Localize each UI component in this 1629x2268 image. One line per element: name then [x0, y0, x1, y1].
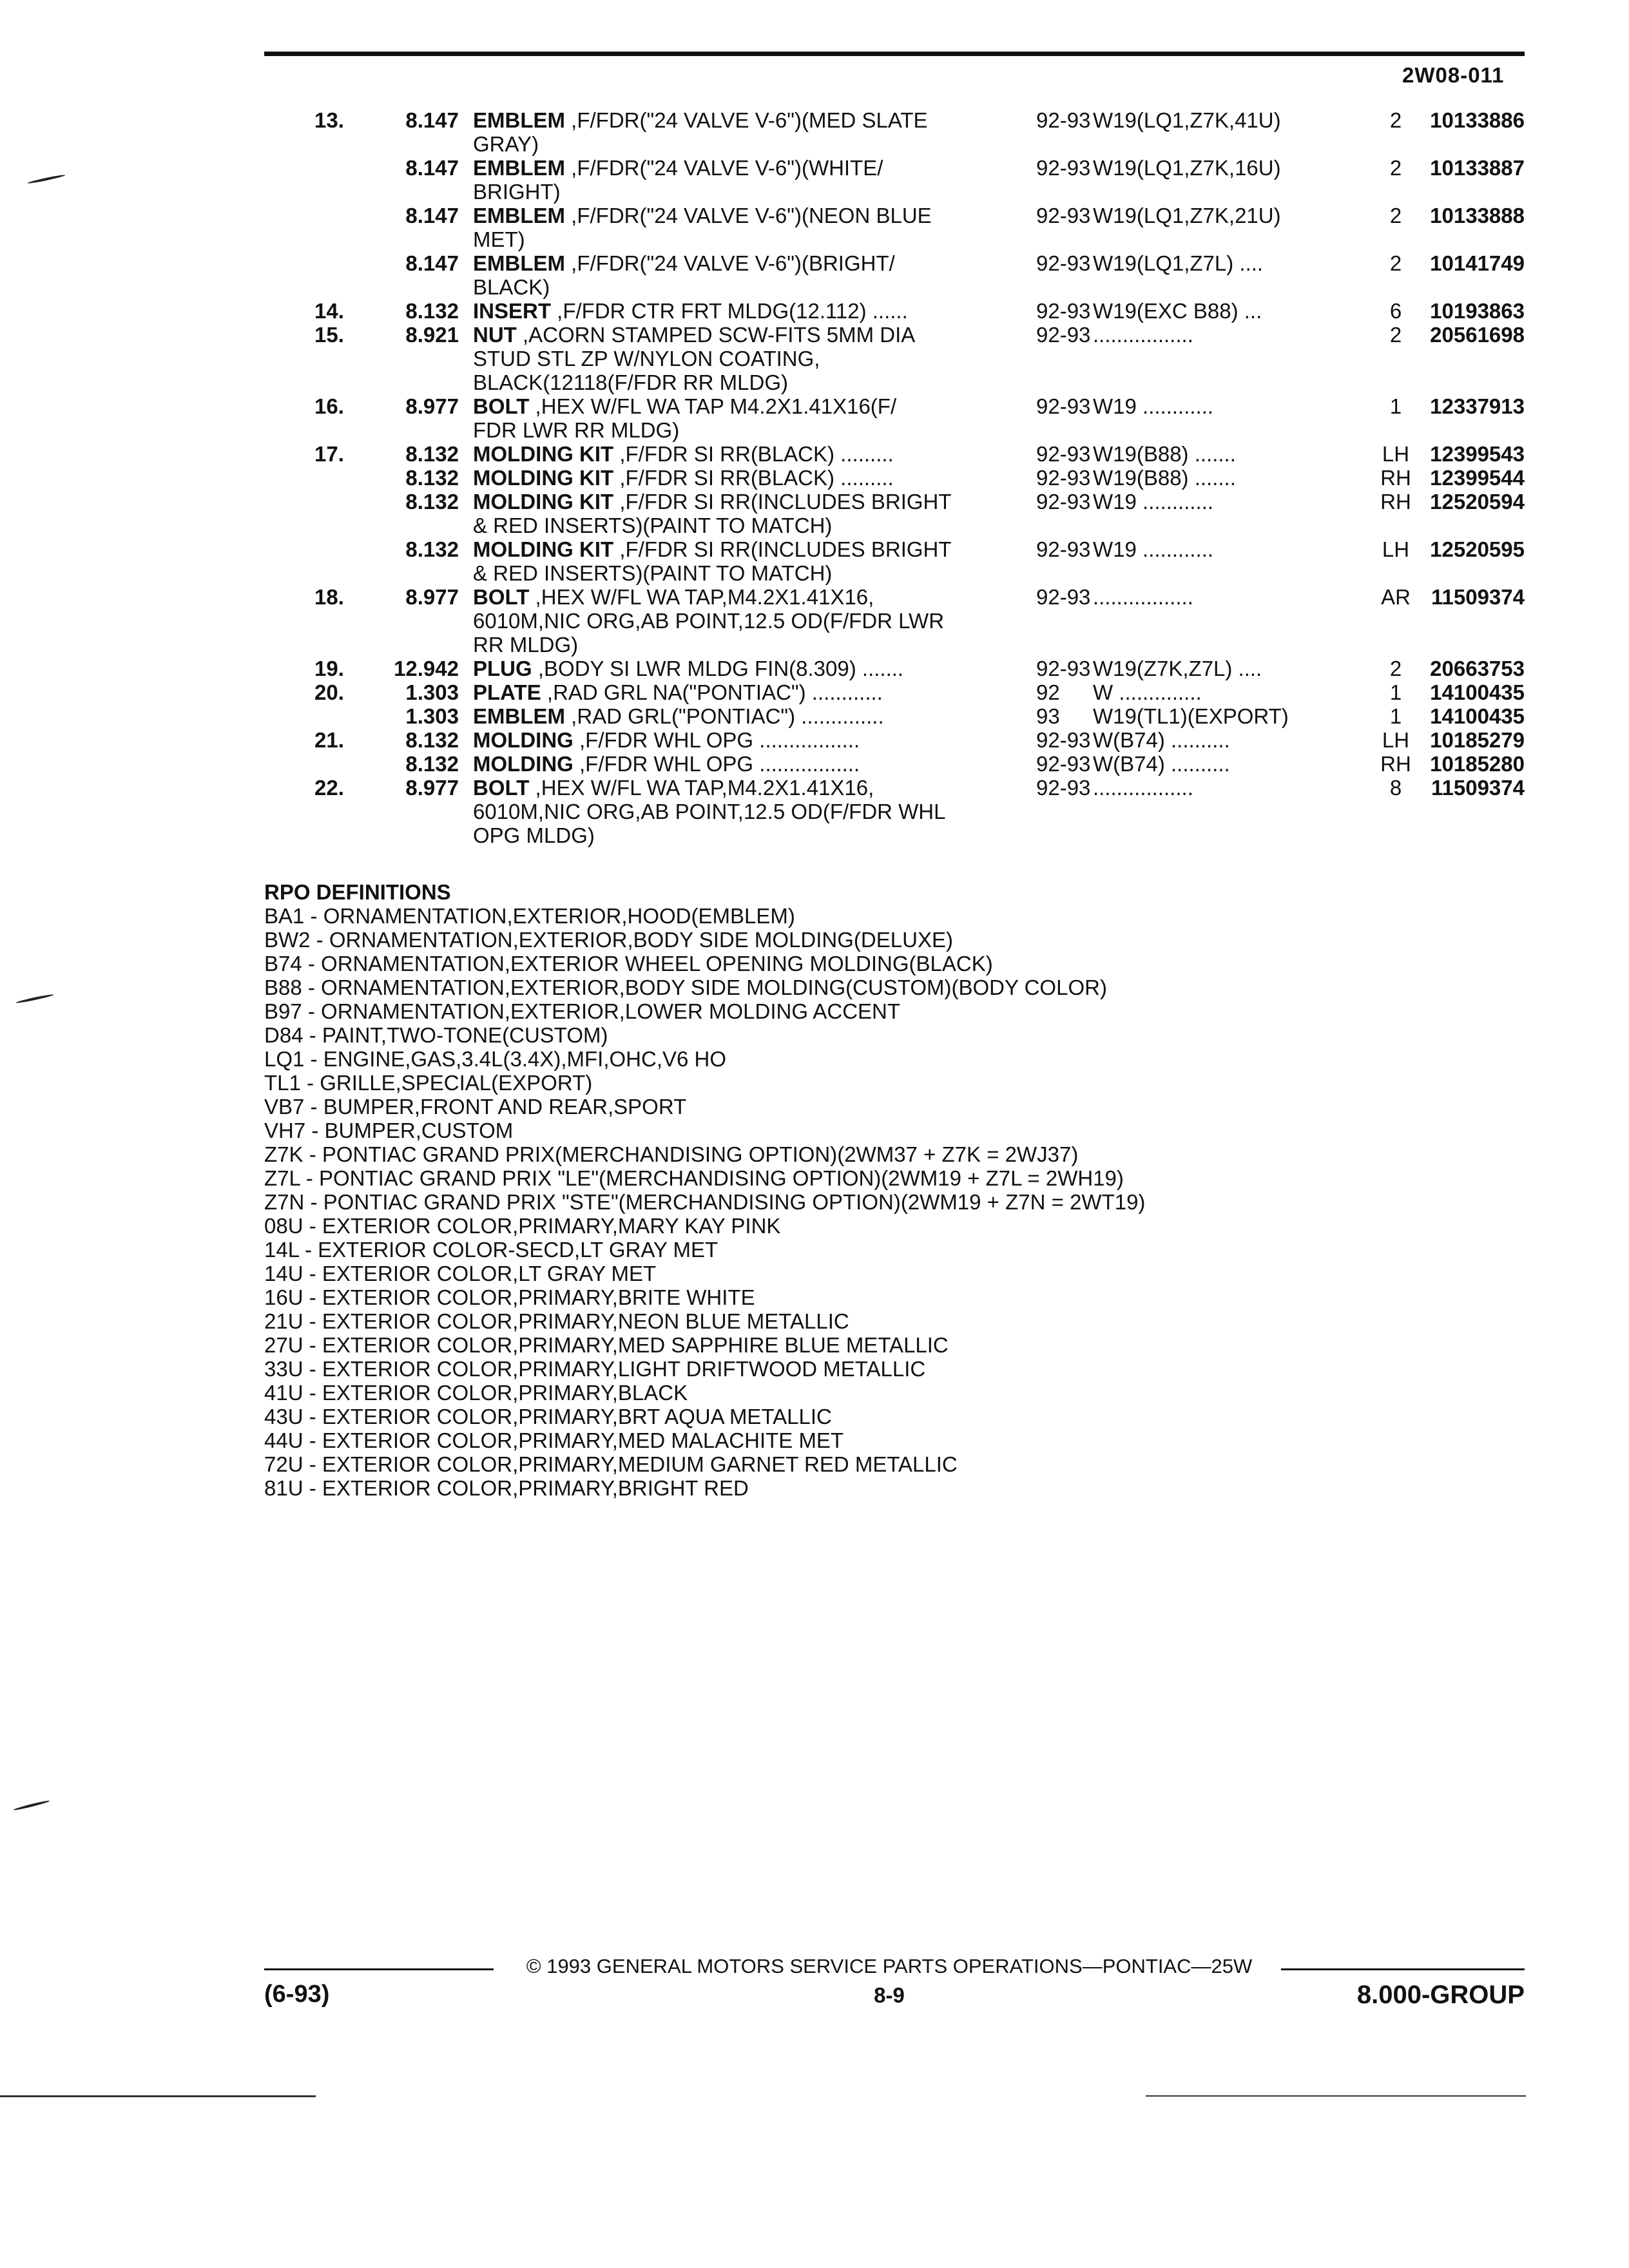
- part-row: [264, 752, 1525, 776]
- rpo-item: 08U - EXTERIOR COLOR,PRIMARY,MARY KAY PINK: [264, 1214, 781, 1238]
- copyright-notice: © 1993 GENERAL MOTORS SERVICE PARTS OPERATIONS—PONTIAC—25W: [526, 1955, 1253, 1977]
- scan-line: [0, 2095, 316, 2097]
- item-number: 15.: [314, 323, 344, 347]
- part-number: 10133886: [1430, 108, 1525, 132]
- part-detail: ,F/FDR SI RR(INCLUDES BRIGHT & RED INSERTS)(PAINT TO MATCH): [473, 490, 952, 537]
- part-name: BOLT: [473, 585, 530, 609]
- part-row: [264, 251, 1525, 299]
- part-row: [264, 394, 1525, 442]
- quantity: 2: [1389, 251, 1402, 275]
- figure-ref: 8.977: [405, 776, 459, 800]
- model-years: 92-93: [1036, 776, 1091, 800]
- part-row: [264, 442, 1525, 466]
- part-name: MOLDING KIT: [473, 537, 614, 561]
- item-number: 19.: [314, 657, 344, 680]
- model-years: 92-93: [1036, 490, 1091, 514]
- quantity: LH: [1382, 728, 1410, 752]
- figure-ref: 8.132: [405, 442, 459, 466]
- part-number: 10133888: [1430, 204, 1525, 227]
- part-detail: ,F/FDR SI RR(INCLUDES BRIGHT & RED INSERTS)(PAINT TO MATCH): [473, 537, 952, 585]
- part-detail: ,F/FDR SI RR(BLACK) .........: [613, 442, 894, 466]
- part-number: 12399543: [1430, 442, 1525, 466]
- part-description: [473, 442, 1003, 466]
- scan-line: [1146, 2095, 1526, 2097]
- part-detail: ,HEX W/FL WA TAP,M4.2X1.41X16, 6010M,NIC ORG,AB POINT,12.5 OD(F/FDR WHL OPG MLDG): [473, 776, 946, 847]
- usage: W19(LQ1,Z7L) ....: [1093, 251, 1264, 275]
- part-number: 10185280: [1430, 752, 1525, 776]
- part-detail: ,F/FDR("24 VALVE V-6")(NEON BLUE MET): [473, 204, 932, 251]
- quantity: 8: [1389, 776, 1402, 800]
- rpo-list: [264, 904, 1145, 1500]
- quantity: RH: [1380, 752, 1411, 776]
- usage: W ..............: [1093, 680, 1202, 704]
- quantity: LH: [1382, 442, 1410, 466]
- part-description: [473, 490, 1003, 537]
- part-row: [264, 680, 1525, 704]
- figure-ref: 8.921: [405, 323, 459, 347]
- item-number: 13.: [314, 108, 344, 132]
- rpo-definitions: [264, 880, 1145, 1500]
- usage: W19(B88) .......: [1093, 442, 1236, 466]
- rpo-item: 21U - EXTERIOR COLOR,PRIMARY,NEON BLUE METALLIC: [264, 1309, 849, 1333]
- quantity: 1: [1389, 704, 1402, 728]
- part-description: [473, 537, 1003, 585]
- figure-ref: 12.942: [394, 657, 459, 680]
- part-description: [473, 752, 1003, 776]
- figure-ref: 8.132: [405, 537, 459, 561]
- part-row: [264, 776, 1525, 847]
- model-years: 92-93: [1036, 251, 1091, 275]
- quantity: 2: [1389, 204, 1402, 227]
- rpo-item: Z7N - PONTIAC GRAND PRIX "STE"(MERCHANDISING OPTION)(2WM19 + Z7N = 2WT19): [264, 1190, 1146, 1214]
- part-number: 11509374: [1431, 585, 1525, 609]
- part-detail: ,HEX W/FL WA TAP M4.2X1.41X16(F/ FDR LWR RR MLDG): [473, 394, 897, 442]
- model-years: 92-93: [1036, 728, 1091, 752]
- part-name: BOLT: [473, 394, 530, 418]
- part-detail: ,BODY SI LWR MLDG FIN(8.309) .......: [532, 657, 904, 680]
- rpo-item: 44U - EXTERIOR COLOR,PRIMARY,MED MALACHITE MET: [264, 1428, 844, 1452]
- figure-ref: 8.977: [405, 394, 459, 418]
- part-row: [264, 204, 1525, 251]
- top-rule: [264, 52, 1525, 56]
- part-number: 12520594: [1430, 490, 1525, 514]
- part-number: 10193863: [1430, 299, 1525, 323]
- rpo-item: 16U - EXTERIOR COLOR,PRIMARY,BRITE WHITE: [264, 1285, 755, 1309]
- rpo-item: B74 - ORNAMENTATION,EXTERIOR WHEEL OPENING MOLDING(BLACK): [264, 952, 993, 975]
- usage: .................: [1093, 323, 1193, 347]
- part-description: [473, 585, 1003, 657]
- part-name: PLATE: [473, 680, 541, 704]
- figure-ref: 8.977: [405, 585, 459, 609]
- part-name: MOLDING: [473, 752, 574, 776]
- part-number: 11509374: [1431, 776, 1525, 800]
- usage: .................: [1093, 776, 1193, 800]
- part-row: [264, 657, 1525, 680]
- model-years: 92-93: [1036, 394, 1091, 418]
- part-description: [473, 323, 1003, 394]
- part-description: [473, 299, 1003, 323]
- usage: W19(B88) .......: [1093, 466, 1236, 490]
- group-code: 8.000-GROUP: [1356, 1981, 1525, 2009]
- part-name: MOLDING: [473, 728, 574, 752]
- rpo-item: TL1 - GRILLE,SPECIAL(EXPORT): [264, 1071, 593, 1095]
- part-name: EMBLEM: [473, 156, 565, 180]
- part-name: PLUG: [473, 657, 532, 680]
- rpo-item: 14U - EXTERIOR COLOR,LT GRAY MET: [264, 1262, 657, 1285]
- usage: W19(LQ1,Z7K,41U): [1093, 108, 1281, 132]
- part-description: [473, 680, 1003, 704]
- rpo-item: 14L - EXTERIOR COLOR-SECD,LT GRAY MET: [264, 1238, 718, 1262]
- scan-mark: [15, 994, 54, 1004]
- footer-rule-left: [264, 1968, 494, 1970]
- quantity: RH: [1380, 490, 1411, 514]
- rpo-item: Z7L - PONTIAC GRAND PRIX "LE"(MERCHANDISING OPTION)(2WM19 + Z7L = 2WH19): [264, 1166, 1124, 1190]
- rpo-item: 41U - EXTERIOR COLOR,PRIMARY,BLACK: [264, 1381, 688, 1405]
- rpo-item: B88 - ORNAMENTATION,EXTERIOR,BODY SIDE MOLDING(CUSTOM)(BODY COLOR): [264, 975, 1107, 999]
- usage: W(B74) ..........: [1093, 728, 1230, 752]
- part-number: 10185279: [1430, 728, 1525, 752]
- part-description: [473, 156, 1003, 204]
- part-description: [473, 466, 1003, 490]
- page-number: 8-9: [874, 1983, 905, 2007]
- quantity: LH: [1382, 537, 1410, 561]
- model-years: 92-93: [1036, 466, 1091, 490]
- figure-ref: 8.132: [405, 490, 459, 514]
- usage: W19 ............: [1093, 394, 1214, 418]
- quantity: 1: [1389, 680, 1402, 704]
- model-years: 93: [1036, 704, 1060, 728]
- item-number: 14.: [314, 299, 344, 323]
- figure-ref: 8.132: [405, 299, 459, 323]
- model-years: 92-93: [1036, 323, 1091, 347]
- part-name: EMBLEM: [473, 204, 565, 227]
- model-years: 92-93: [1036, 657, 1091, 680]
- part-detail: ,F/FDR SI RR(BLACK) .........: [613, 466, 894, 490]
- quantity: AR: [1381, 585, 1411, 609]
- model-years: 92-93: [1036, 537, 1091, 561]
- part-description: [473, 108, 1003, 156]
- rpo-item: BW2 - ORNAMENTATION,EXTERIOR,BODY SIDE MOLDING(DELUXE): [264, 928, 953, 952]
- rpo-item: 72U - EXTERIOR COLOR,PRIMARY,MEDIUM GARNET RED METALLIC: [264, 1452, 958, 1476]
- part-description: [473, 728, 1003, 752]
- quantity: 2: [1389, 108, 1402, 132]
- part-row: [264, 299, 1525, 323]
- rpo-item: VB7 - BUMPER,FRONT AND REAR,SPORT: [264, 1095, 687, 1119]
- rpo-item: 27U - EXTERIOR COLOR,PRIMARY,MED SAPPHIRE BLUE METALLIC: [264, 1333, 949, 1357]
- part-detail: ,F/FDR CTR FRT MLDG(12.112) ......: [551, 299, 908, 323]
- part-row: [264, 108, 1525, 156]
- rpo-item: LQ1 - ENGINE,GAS,3.4L(3.4X),MFI,OHC,V6 HO: [264, 1047, 727, 1071]
- page-code: 2W08-011: [1402, 63, 1505, 87]
- item-number: 18.: [314, 585, 344, 609]
- part-name: INSERT: [473, 299, 552, 323]
- part-row: [264, 728, 1525, 752]
- figure-ref: 8.147: [405, 251, 459, 275]
- usage: W19(LQ1,Z7K,21U): [1093, 204, 1281, 227]
- model-years: 92-93: [1036, 442, 1091, 466]
- part-description: [473, 657, 1003, 680]
- part-number: 14100435: [1430, 704, 1525, 728]
- part-description: [473, 394, 1003, 442]
- rpo-item: B97 - ORNAMENTATION,EXTERIOR,LOWER MOLDING ACCENT: [264, 999, 901, 1023]
- quantity: 1: [1389, 394, 1402, 418]
- part-number: 20561698: [1430, 323, 1525, 347]
- part-number: 12399544: [1430, 466, 1525, 490]
- part-name: MOLDING KIT: [473, 466, 614, 490]
- model-years: 92-93: [1036, 204, 1091, 227]
- model-years: 92: [1036, 680, 1060, 704]
- part-detail: ,F/FDR WHL OPG .................: [573, 752, 860, 776]
- quantity: RH: [1380, 466, 1411, 490]
- model-years: 92-93: [1036, 752, 1091, 776]
- rpo-item: VH7 - BUMPER,CUSTOM: [264, 1119, 514, 1142]
- part-number: 20663753: [1430, 657, 1525, 680]
- part-row: [264, 490, 1525, 537]
- part-detail: ,ACORN STAMPED SCW-FITS 5MM DIA STUD STL ZP W/NYLON COATING, BLACK(12118(F/FDR RR MLDG): [473, 323, 916, 394]
- usage: W19(Z7K,Z7L) ....: [1093, 657, 1262, 680]
- date-code: (6-93): [264, 1981, 330, 2008]
- part-row: [264, 466, 1525, 490]
- model-years: 92-93: [1036, 585, 1091, 609]
- item-number: 21.: [314, 728, 344, 752]
- rpo-item: Z7K - PONTIAC GRAND PRIX(MERCHANDISING OPTION)(2WM37 + Z7K = 2WJ37): [264, 1142, 1079, 1166]
- part-description: [473, 251, 1003, 299]
- part-number: 12520595: [1430, 537, 1525, 561]
- model-years: 92-93: [1036, 156, 1091, 180]
- usage: W19 ............: [1093, 490, 1214, 514]
- part-description: [473, 776, 1003, 847]
- part-detail: ,RAD GRL NA("PONTIAC") ............: [541, 680, 883, 704]
- usage: W19 ............: [1093, 537, 1214, 561]
- quantity: 2: [1389, 657, 1402, 680]
- figure-ref: 8.147: [405, 204, 459, 227]
- figure-ref: 8.132: [405, 466, 459, 490]
- rpo-item: 81U - EXTERIOR COLOR,PRIMARY,BRIGHT RED: [264, 1476, 749, 1500]
- part-number: 10141749: [1430, 251, 1525, 275]
- figure-ref: 1.303: [405, 680, 459, 704]
- part-row: [264, 323, 1525, 394]
- item-number: 22.: [314, 776, 344, 800]
- part-number: 14100435: [1430, 680, 1525, 704]
- rpo-item: BA1 - ORNAMENTATION,EXTERIOR,HOOD(EMBLEM): [264, 904, 795, 928]
- quantity: 2: [1389, 156, 1402, 180]
- part-description: [473, 204, 1003, 251]
- usage: .................: [1093, 585, 1193, 609]
- part-name: EMBLEM: [473, 108, 565, 132]
- scan-mark: [27, 174, 66, 184]
- usage: W19(LQ1,Z7K,16U): [1093, 156, 1281, 180]
- model-years: 92-93: [1036, 299, 1091, 323]
- usage: W19(TL1)(EXPORT): [1093, 704, 1289, 728]
- part-row: [264, 585, 1525, 657]
- figure-ref: 8.147: [405, 108, 459, 132]
- part-detail: ,F/FDR WHL OPG .................: [573, 728, 860, 752]
- usage: W19(EXC B88) ...: [1093, 299, 1262, 323]
- rpo-heading: RPO DEFINITIONS: [264, 880, 451, 904]
- part-name: MOLDING KIT: [473, 490, 614, 514]
- part-row: [264, 704, 1525, 728]
- figure-ref: 1.303: [405, 704, 459, 728]
- part-name: EMBLEM: [473, 704, 565, 728]
- footer-rule-right: [1281, 1968, 1525, 1970]
- parts-list: [264, 108, 1525, 847]
- part-name: NUT: [473, 323, 517, 347]
- item-number: 20.: [314, 680, 344, 704]
- quantity: 6: [1389, 299, 1402, 323]
- part-name: EMBLEM: [473, 251, 565, 275]
- part-detail: ,HEX W/FL WA TAP,M4.2X1.41X16, 6010M,NIC ORG,AB POINT,12.5 OD(F/FDR LWR RR MLDG): [473, 585, 945, 657]
- figure-ref: 8.132: [405, 728, 459, 752]
- model-years: 92-93: [1036, 108, 1091, 132]
- part-row: [264, 156, 1525, 204]
- usage: W(B74) ..........: [1093, 752, 1230, 776]
- part-description: [473, 704, 1003, 728]
- part-number: 12337913: [1430, 394, 1525, 418]
- part-number: 10133887: [1430, 156, 1525, 180]
- item-number: 16.: [314, 394, 344, 418]
- part-detail: ,RAD GRL("PONTIAC") ..............: [565, 704, 884, 728]
- part-detail: ,F/FDR("24 VALVE V-6")(MED SLATE GRAY): [473, 108, 928, 156]
- part-name: MOLDING KIT: [473, 442, 614, 466]
- quantity: 2: [1389, 323, 1402, 347]
- part-name: BOLT: [473, 776, 530, 800]
- rpo-item: D84 - PAINT,TWO-TONE(CUSTOM): [264, 1023, 608, 1047]
- scan-mark: [13, 1800, 50, 1811]
- figure-ref: 8.132: [405, 752, 459, 776]
- rpo-item: 43U - EXTERIOR COLOR,PRIMARY,BRT AQUA METALLIC: [264, 1405, 832, 1428]
- part-detail: ,F/FDR("24 VALVE V-6")(WHITE/ BRIGHT): [473, 156, 883, 204]
- item-number: 17.: [314, 442, 344, 466]
- figure-ref: 8.147: [405, 156, 459, 180]
- part-row: [264, 537, 1525, 585]
- part-detail: ,F/FDR("24 VALVE V-6")(BRIGHT/ BLACK): [473, 251, 895, 299]
- rpo-item: 33U - EXTERIOR COLOR,PRIMARY,LIGHT DRIFTWOOD METALLIC: [264, 1357, 926, 1381]
